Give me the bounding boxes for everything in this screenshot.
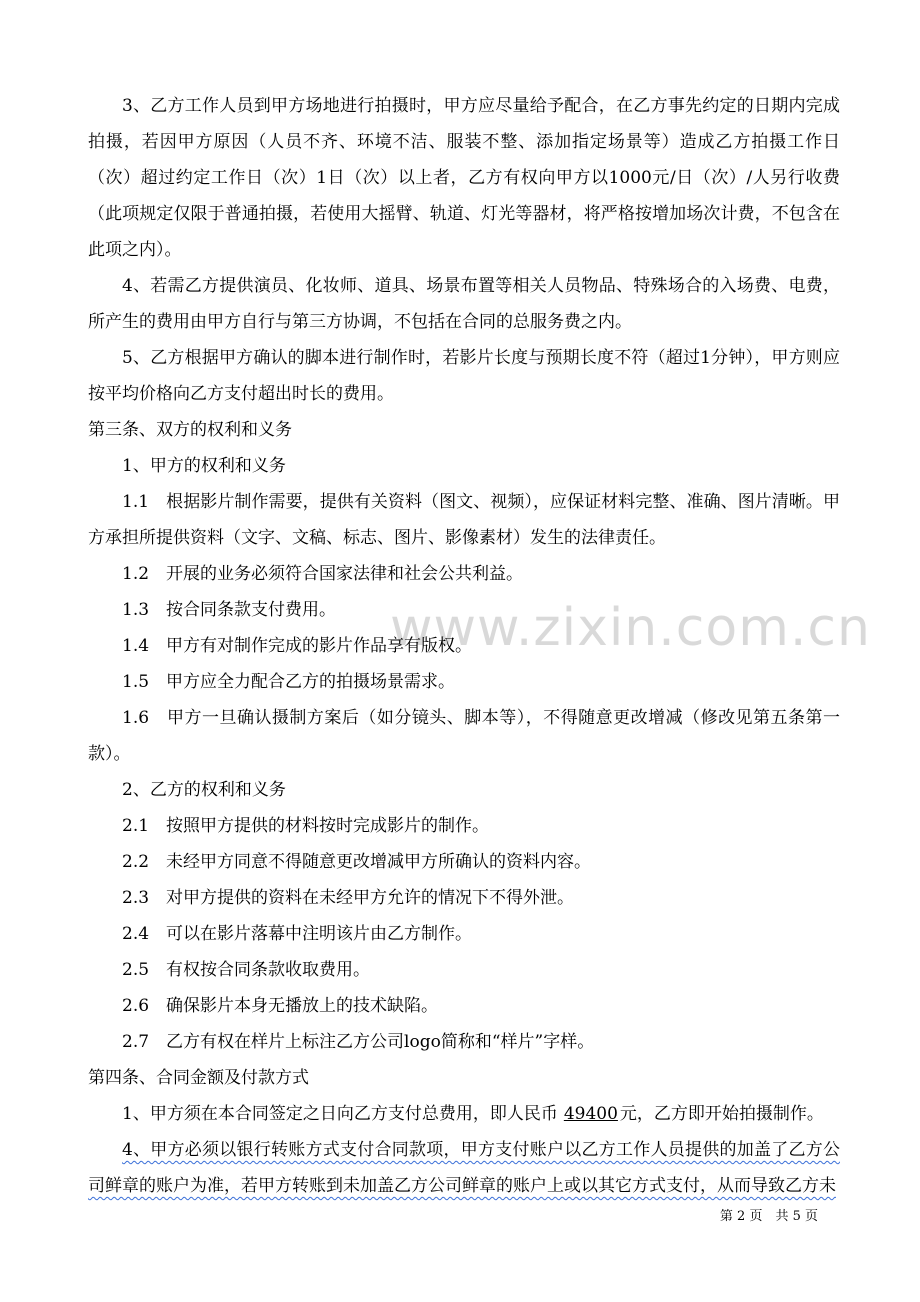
document-body <box>88 88 840 1204</box>
article-4-title: 第四条、合同金额及付款方式 <box>88 1068 309 1088</box>
clause-1-2: 1.2 开展的业务必须符合国家法律和社会公共利益。 <box>122 564 524 584</box>
paragraph-5: 5、乙方根据甲方确认的脚本进行制作时，若影片长度与预期长度不符（超过1分钟），甲方则应按平均价格向乙方支付超出时长的费用。 <box>88 348 840 404</box>
watermark-text: www.zixin.com.cn <box>390 598 871 658</box>
page-number-footer: 第 2 页 共 5 页 <box>719 1209 818 1224</box>
clause-1-6: 1.6 甲方一旦确认摄制方案后（如分镜头、脚本等），不得随意更改增减（修改见第五条第一款）。 <box>88 708 840 764</box>
clause-2-2: 2.2 未经甲方同意不得随意更改增减甲方所确认的资料内容。 <box>122 852 592 872</box>
paragraph-3: 3、乙方工作人员到甲方场地进行拍摄时，甲方应尽量给予配合，在乙方事先约定的日期内完成拍摄，若因甲方原因（人员不齐、环境不洁、服装不整、添加指定场景等）造成乙方拍摄工作日（次）超过约定工作日（次）1日（次）以上者，乙方有权向甲方以1000元/日（次）/人另行收费（此项规定仅限于普通拍摄，若使用大摇臂、轨道、灯光等器材，将严格按增加场次计费，不包含在此项之内）。 <box>88 96 840 260</box>
payment-clause-1-after: 元，乙方即开始拍摄制作。 <box>619 1104 824 1124</box>
clause-1-3: 1.3 按合同条款支付费用。 <box>122 600 337 620</box>
payment-clause-4 <box>88 1132 840 1204</box>
clause-1-1: 1.1 根据影片制作需要，提供有关资料（图文、视频），应保证材料完整、准确、图片清晰。甲方承担所提供资料（文字、文稿、标志、图片、影像素材）发生的法律责任。 <box>88 492 840 548</box>
payment-clause-4-text: 4、甲方必须以银行转账方式支付合同款项，甲方支付账户以乙方工作人员提供的加盖了乙方公司鲜章的账户为准，若甲方转账到未加盖乙方公司鲜章的账户上或以其它方式支付，从而导致乙方未 <box>88 1140 840 1196</box>
party-b-rights-title: 2、乙方的权利和义务 <box>122 780 286 800</box>
clause-2-1: 2.1 按照甲方提供的材料按时完成影片的制作。 <box>122 816 490 836</box>
clause-2-6: 2.6 确保影片本身无播放上的技术缺陷。 <box>122 996 439 1016</box>
paragraph-4: 4、若需乙方提供演员、化妆师、道具、场景布置等相关人员物品、特殊场合的入场费、电费，所产生的费用由甲方自行与第三方协调，不包括在合同的总服务费之内。 <box>88 276 840 332</box>
clause-2-5: 2.5 有权按合同条款收取费用。 <box>122 960 371 980</box>
clause-1-4: 1.4 甲方有对制作完成的影片作品享有版权。 <box>122 636 473 656</box>
contract-amount: 49400 <box>563 1104 618 1124</box>
article-3-title: 第三条、双方的权利和义务 <box>88 420 292 440</box>
payment-clause-1-before: 1、甲方须在本合同签定之日向乙方支付总费用，即人民币 <box>122 1104 558 1124</box>
clause-2-7: 2.7 乙方有权在样片上标注乙方公司logo简称和“样片”字样。 <box>122 1032 595 1052</box>
clause-2-4: 2.4 可以在影片落幕中注明该片由乙方制作。 <box>122 924 473 944</box>
clause-1-5: 1.5 甲方应全力配合乙方的拍摄场景需求。 <box>122 672 456 692</box>
payment-clause-1 <box>88 1096 840 1132</box>
clause-2-3: 2.3 对甲方提供的资料在未经甲方允许的情况下不得外泄。 <box>122 888 575 908</box>
party-a-rights-title: 1、甲方的权利和义务 <box>122 456 286 476</box>
